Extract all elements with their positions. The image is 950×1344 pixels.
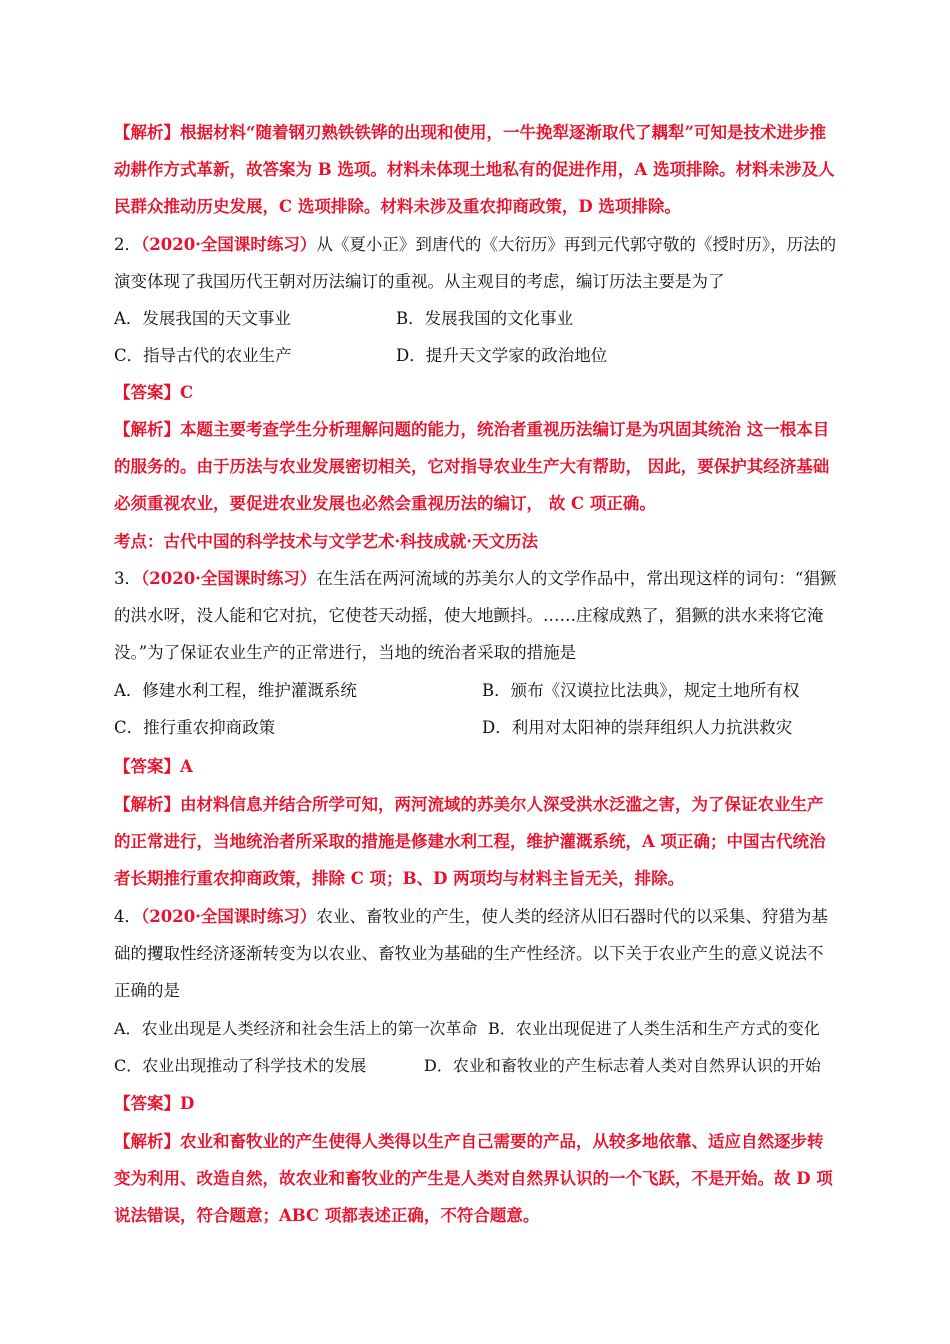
q4-option-b: B．农业出现促进了人类生活和生产方式的变化: [488, 1019, 820, 1038]
q4-answer: [114, 1085, 838, 1122]
q3-source: （2020·全国课时练习）: [141, 569, 317, 588]
q2-analysis: [114, 411, 838, 522]
q2-stem: [114, 226, 838, 300]
q4-stem: [114, 898, 838, 1009]
q2-option-d: D．提升天文学家的政治地位: [396, 346, 608, 365]
q3-option-c: C．推行重农抑商政策: [114, 718, 276, 737]
q4-option-c: C．农业出现推动了科学技术的发展: [114, 1056, 367, 1075]
q2-options: [114, 300, 838, 374]
q2-number: 2．: [114, 235, 141, 254]
q2-kaodian: 考点：古代中国的科学技术与文学艺术·科技成就·天文历法: [114, 532, 538, 551]
q3-answer: [114, 748, 838, 785]
q1-analysis-text: 根据材料“随着钢刃熟铁铁铧的出现和使用，一牛挽犁逐渐取代了耦犁”可知是技术进步推动耕作方式革新，故答案为 B 选项。材料未体现土地私有的促进作用，A 选项排除。材料未涉及人民群众推动历史发展，C 选项排除。材料未涉及重农抑商政策，D 选项排除。: [114, 123, 835, 216]
q4-option-d: D．农业和畜牧业的产生标志着人类对自然界认识的开始: [424, 1056, 821, 1075]
q1-analysis: [114, 114, 838, 225]
q1-analysis-tag: 【解析】: [114, 123, 180, 142]
q3-options: [114, 672, 838, 746]
q3-number: 3．: [114, 569, 141, 588]
q4-analysis: [114, 1123, 838, 1234]
q4-option-a: A．农业出现是人类经济和社会生活上的第一次革命: [114, 1019, 478, 1038]
q3-option-b: B．颁布《汉谟拉比法典》，规定土地所有权: [482, 681, 800, 700]
q4-stem-text: 农业、畜牧业的产生，使人类的经济从旧石器时代的以采集、狩猎为基础的攫取性经济逐渐转变为以农业、畜牧业为基础的生产性经济。以下关于农业产生的意义说法不正确的是: [114, 907, 828, 1000]
q3-answer-tag: 【答案】: [114, 757, 180, 776]
q4-analysis-tag: 【解析】: [114, 1132, 180, 1151]
q4-analysis-text: 农业和畜牧业的产生使得人类得以生产自己需要的产品，从较多地依靠、适应自然逐步转变为利用、改造自然，故农业和畜牧业的产生是人类对自然界认识的一个飞跃，不是开始。故 D 项说法错误，符合题意；ABC 项都表述正确，不符合题意。: [114, 1132, 833, 1225]
q4-answer-tag: 【答案】: [114, 1094, 180, 1113]
q3-analysis-tag: 【解析】: [114, 795, 180, 814]
q4-answer-value: D: [180, 1094, 195, 1113]
q4-options: [114, 1010, 838, 1084]
q2-answer: [114, 374, 838, 411]
q3-stem-text: 在生活在两河流域的苏美尔人的文学作品中，常出现这样的词句：“猖獗的洪水呀，没人能和它对抗，它使苍天动摇，使大地颤抖。……庄稼成熟了，猖獗的洪水来将它淹没。”为了保证农业生产的正常进行，当地的统治者采取的措施是: [114, 569, 837, 662]
q2-analysis-tag: 【解析】: [114, 420, 180, 439]
q2-answer-value: C: [180, 383, 194, 402]
q3-analysis: [114, 786, 838, 897]
q3-answer-value: A: [180, 757, 193, 776]
q2-option-c: C．指导古代的农业生产: [114, 346, 292, 365]
q4-source: （2020·全国课时练习）: [141, 907, 317, 926]
q3-stem: [114, 560, 838, 671]
q2-source: （2020·全国课时练习）: [141, 235, 317, 254]
q2-stem-text: 从《夏小正》到唐代的《大衍历》再到元代郭守敬的《授时历》，历法的演变体现了我国历代王朝对历法编订的重视。从主观目的考虑，编订历法主要是为了: [114, 235, 837, 291]
q2-option-a: A．发展我国的天文事业: [114, 309, 291, 328]
q3-option-d: D．利用对太阳神的崇拜组织人力抗洪救灾: [482, 718, 793, 737]
q4-number: 4．: [114, 907, 141, 926]
q3-analysis-text: 由材料信息并结合所学可知，两河流域的苏美尔人深受洪水泛滥之害，为了保证农业生产的正常进行，当地统治者所采取的措施是修建水利工程，维护灌溉系统，A 项正确；中国古代统治者长期推行重农抑商政策，排除 C 项；B、D 两项均与材料主旨无关，排除。: [114, 795, 826, 888]
q2-analysis-text: 本题主要考查学生分析理解问题的能力，统治者重视历法编订是为巩固其统治 这一根本目的服务的。由于历法与农业发展密切相关，它对指导农业生产大有帮助， 因此，要保护其经济基础必须重视农业，要促进农业发展也必然会重视历法的编订， 故 C 项正确。: [114, 420, 830, 513]
q3-option-a: A．修建水利工程，维护灌溉系统: [114, 681, 357, 700]
q2-answer-tag: 【答案】: [114, 383, 180, 402]
q2-option-b: B．发展我国的文化事业: [396, 309, 574, 328]
